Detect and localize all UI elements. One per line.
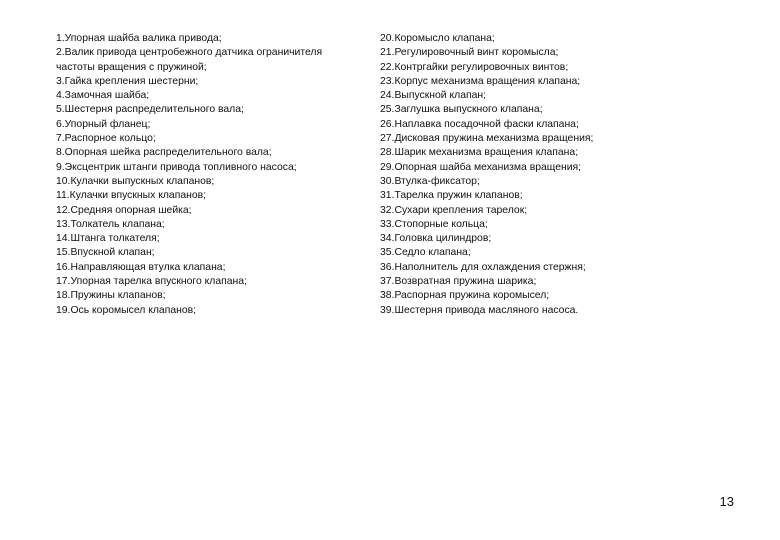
legend-item: 7.Распорное кольцо;: [56, 133, 156, 145]
legend-item: 6.Упорный фланец;: [56, 118, 151, 130]
legend-item: 19.Ось коромысел клапанов;: [56, 304, 197, 316]
legend-item: 24.Выпускной клапан;: [380, 90, 487, 102]
page-number: 13: [719, 494, 734, 509]
legend-item: 12.Средняя опорная шейка;: [56, 204, 192, 216]
legend-item: 22.Контргайки регулировочных винтов;: [380, 61, 569, 73]
legend-item: 32.Сухари крепления тарелок;: [380, 204, 528, 216]
legend-item: 35.Седло клапана;: [380, 247, 471, 259]
legend-item: 26.Наплавка посадочной фаски клапана;: [380, 118, 579, 130]
legend-left-column: [56, 32, 328, 318]
legend-item: 5.Шестерня распределительного вала;: [56, 104, 244, 116]
legend-item: 10.Кулачки выпускных клапанов;: [56, 175, 215, 187]
legend-item: 27.Дисковая пружина механизма вращения;: [380, 133, 594, 145]
legend-item: 16.Направляющая втулка клапана;: [56, 261, 226, 273]
legend-item: 28.Шарик механизма вращения клапана;: [380, 147, 579, 159]
legend-item: 15.Впускной клапан;: [56, 247, 155, 259]
legend-item: 3.Гайка крепления шестерни;: [56, 75, 199, 87]
legend-item: 17.Упорная тарелка впускного клапана;: [56, 276, 247, 288]
legend-item: 11.Кулачки впускных клапанов;: [56, 190, 207, 202]
legend-item: 38.Распорная пружина коромысел;: [380, 290, 550, 302]
legend-right-column: [380, 32, 650, 318]
legend-item: 8.Опорная шейка распределительного вала;: [56, 147, 272, 159]
legend-item: 37.Возвратная пружина шарика;: [380, 276, 537, 288]
legend-item: 4.Замочная шайба;: [56, 90, 150, 102]
legend-item: 39.Шестерня привода масляного насоса.: [380, 304, 579, 316]
legend-item: 34.Головка цилиндров;: [380, 233, 492, 245]
legend-item: 25.Заглушка выпускного клапана;: [380, 104, 543, 116]
legend-item: 1.Упорная шайба валика привода;: [56, 33, 222, 44]
legend-item: 29.Опорная шайба механизма вращения;: [380, 161, 582, 173]
legend-item: 31.Тарелка пружин клапанов;: [380, 190, 523, 202]
legend-item: 14.Штанга толкателя;: [56, 233, 160, 245]
legend-item: 21.Регулировочный винт коромысла;: [380, 47, 559, 59]
legend-item: 18.Пружины клапанов;: [56, 290, 166, 302]
legend-item: 23.Корпус механизма вращения клапана;: [380, 75, 581, 87]
legend-item: 2.Валик привода центробежного датчика ограничителя частоты вращения с пружиной;: [56, 47, 323, 73]
legend-item: 30.Втулка-фиксатор;: [380, 175, 480, 187]
legend-item: 36.Наполнитель для охлаждения стержня;: [380, 261, 586, 273]
legend-item: 9.Эксцентрик штанги привода топливного насоса;: [56, 161, 297, 173]
legend-item: 20.Коромысло клапана;: [380, 33, 495, 44]
legend-item: 13.Толкатель клапана;: [56, 218, 165, 230]
legend-item: 33.Стопорные кольца;: [380, 218, 488, 230]
